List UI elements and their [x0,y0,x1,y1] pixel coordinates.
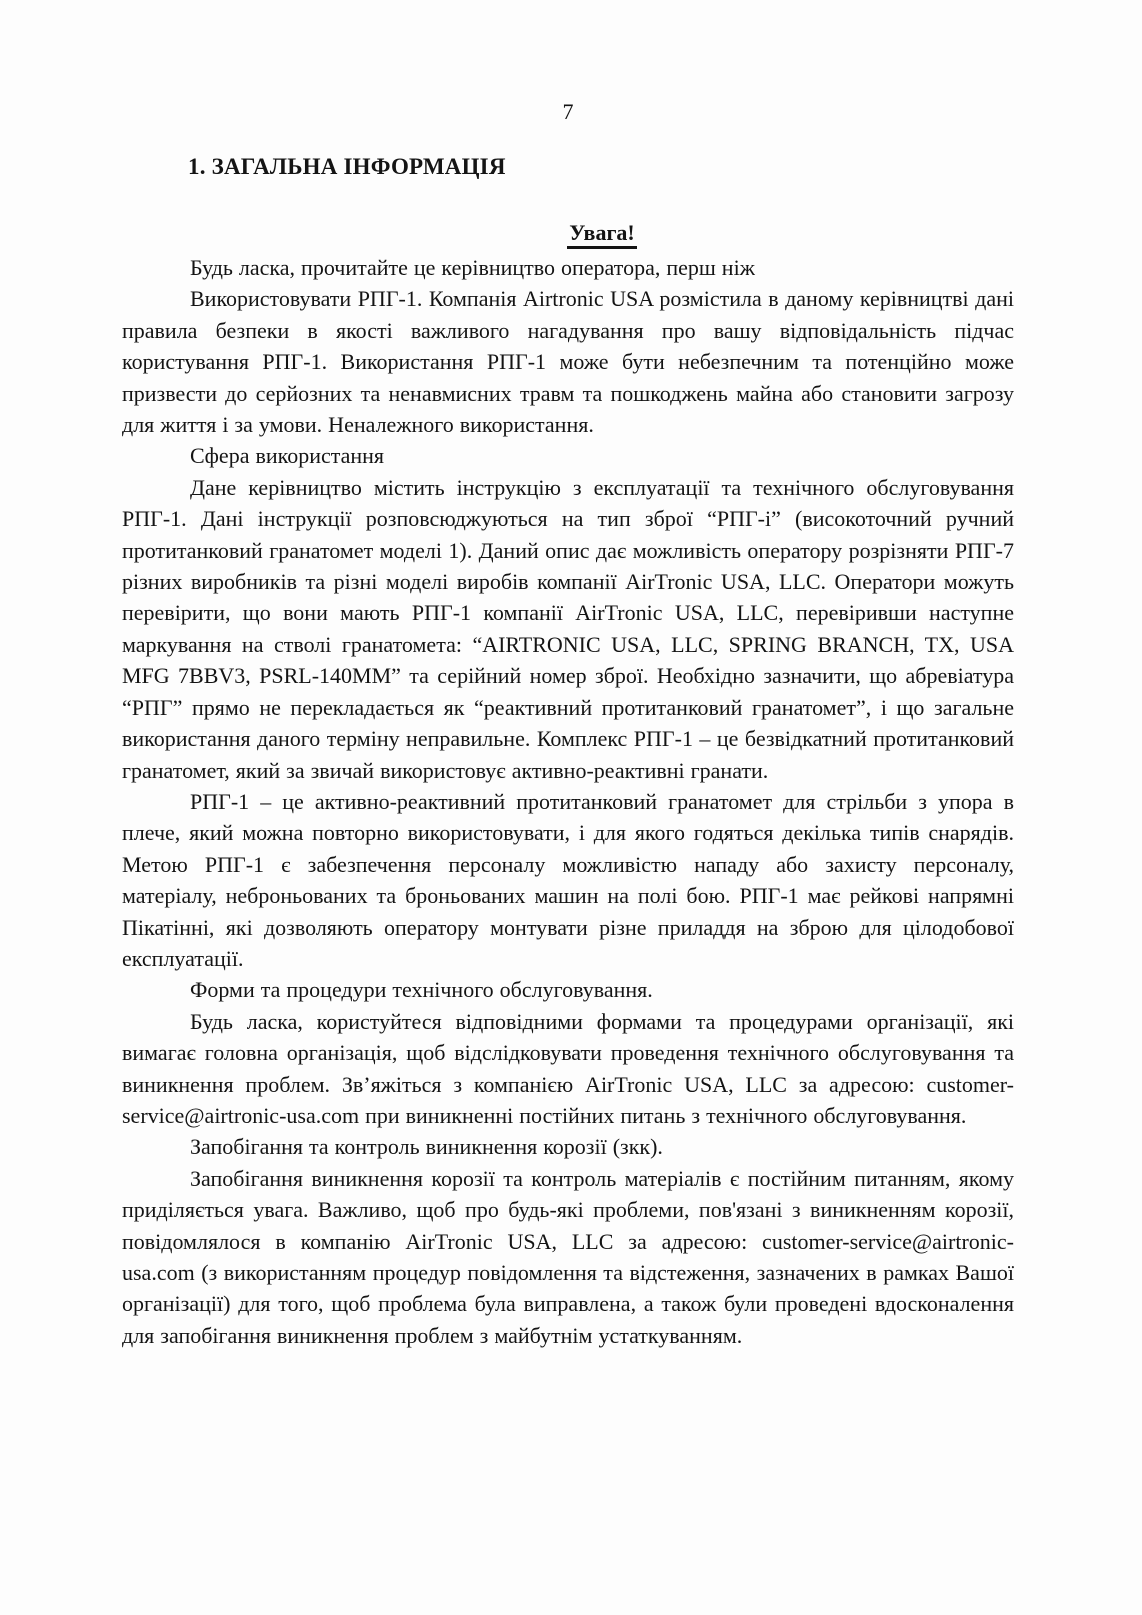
paragraph: Будь ласка, прочитайте це керівництво оператора, перш ніж [190,255,755,280]
paragraph: Будь ласка, користуйтеся відповідними формами та процедурами організації, які вимагає головна організація, щоб відслідковувати проведення технічного обслуговування та виникнення проблем. Зв’яжіться з компанією AirTronic USA, LLC за адресою: customer-service@airtronic-usa.com при виникненні постійних питань з технічного обслуговування. [122,1008,1014,1128]
page-number: 7 [562,99,574,124]
attention-heading [122,217,1014,249]
paragraph: Запобігання виникнення корозії та контроль матеріалів є постійним питанням, якому приділяється увага. Важливо, щоб про будь-які проблеми, пов'язані з виникненням корозії, повідомлялося в компанію AirTronic USA, LLC за адресою: customer-service@airtronic-usa.com (з використанням процедур повідомлення та відстеження, зазначених в рамках Вашої організації) для того, щоб проблема була виправлена, а також були проведені вдосконалення для запобігання виникнення проблем з майбутнім устаткуванням. [122,1165,1014,1348]
attention-title: Увага! [567,220,637,249]
document-body [122,252,1014,1351]
paragraph: Дане керівництво містить інструкцію з експлуатації та технічного обслуговування РПГ-1. Дані інструкції розповсюджуються на тип зброї “РПГ-і” (високоточний ручний протитанковий гранатомет моделі 1). Даний опис дає можливість оператору розрізняти РПГ-7 різних виробників та різні моделі виробів компанії AirTronic USA, LLC. Оператори можуть перевірити, що вони мають РПГ-1 компанії AirTronic USA, LLC, перевіривши наступне маркування на стволі гранатомета: “AIRTRONIC USA, LLC, SPRING BRANCH, TX, USA MFG 7BBV3, PSRL-140MM” та серійний номер зброї. Необхідно зазначити, що абревіатура “РПГ” прямо не перекладається як “реактивний протитанковий гранатомет”, і що загальне використання даного терміну неправильне. Комплекс РПГ-1 – це безвідкатний протитанковий гранатомет, який за звичай використовує активно-реактивні гранати. [122,474,1014,783]
paragraph: Сфера використання [190,443,385,469]
paragraph: Використовувати РПГ-1. Компанія Airtronic USA розмістила в даному керівництві дані правила безпеки в якості важливого нагадування про вашу відповідальність підчас користування РПГ-1. Використання РПГ-1 може бути небезпечним та потенційно може призвести до серйозних та ненавмисних травм та пошкоджень майна або становити загрозу для життя і за умови. Неналежного використання. [122,286,1014,438]
paragraph: РПГ-1 – це активно-реактивний протитанковий гранатомет для стрільби з упора в плече, який можна повторно використовувати, і для якого годяться декілька типів снарядів. Метою РПГ-1 є забезпечення персоналу можливістю нападу або захисту персоналу, матеріалу, неброньованих та броньованих машин на полі бою. РПГ-1 має рейкові напрямні Пікатінні, які дозволяють оператору монтувати різне приладдя на зброю для цілодобової експлуатації. [122,788,1014,971]
section-heading: 1. ЗАГАЛЬНА ІНФОРМАЦІЯ [188,154,506,179]
paragraph: Запобігання та контроль виникнення корозії (зкк). [190,1134,663,1160]
paragraph: Форми та процедури технічного обслуговування. [190,977,653,1003]
